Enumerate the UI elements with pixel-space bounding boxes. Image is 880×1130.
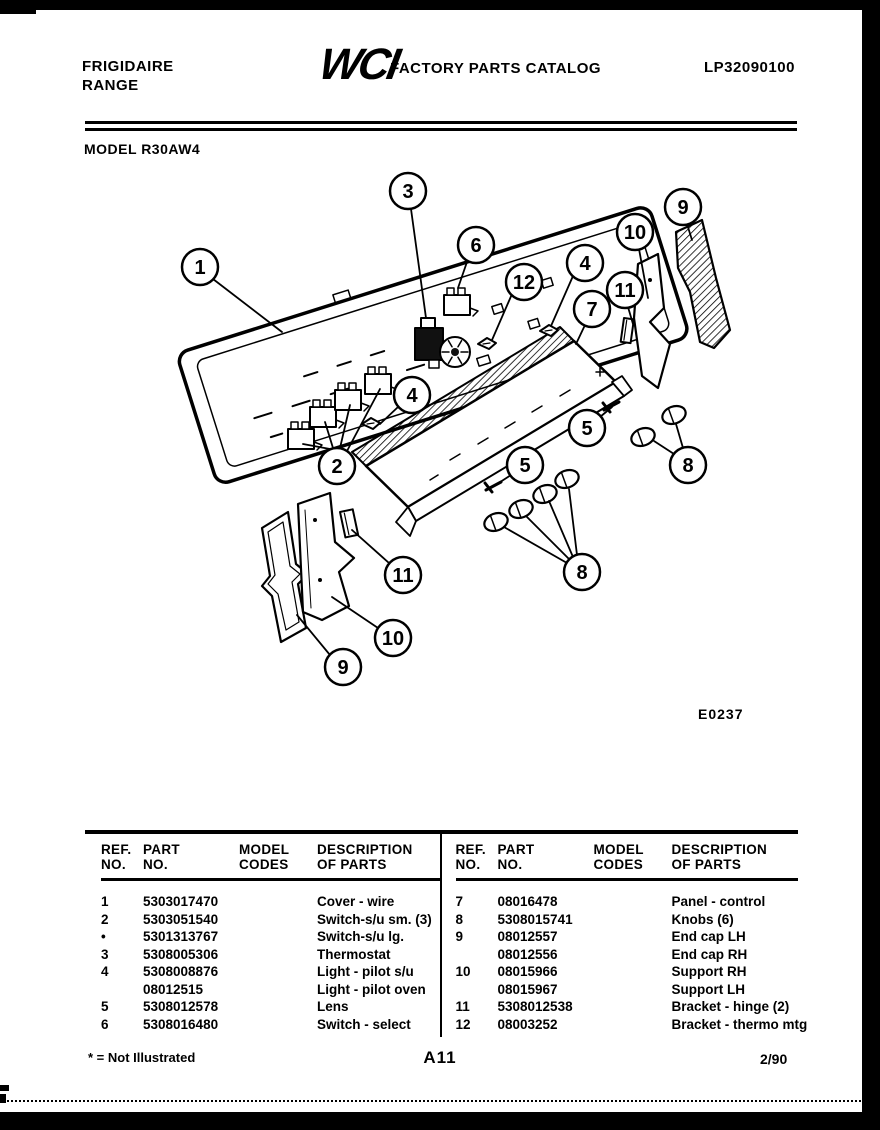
cell-codes	[239, 981, 317, 999]
svg-text:3: 3	[402, 181, 414, 203]
cell-codes	[594, 893, 672, 911]
table-header	[101, 834, 442, 881]
svg-text:4: 4	[406, 385, 418, 407]
col-part: PART NO.	[143, 842, 180, 872]
cell-ref: 9	[455, 929, 464, 944]
cell-desc: Support LH	[671, 981, 745, 997]
cell-desc: Lens	[317, 999, 349, 1014]
callout-9-lower	[297, 615, 361, 685]
table-center-divider	[440, 834, 442, 1037]
part-knob	[660, 403, 688, 427]
cell-part: 5308008876	[143, 964, 219, 979]
part-knob	[482, 510, 510, 534]
cell-codes	[594, 911, 672, 929]
cell-codes	[239, 998, 317, 1016]
col-desc: DESCRIPTION OF PARTS	[671, 842, 768, 872]
scan-artifact-right-stripe	[862, 0, 880, 1130]
col-ref: REF. NO.	[455, 842, 486, 872]
catalog-title: FACTORY PARTS CATALOG	[390, 60, 602, 77]
svg-text:11: 11	[614, 280, 636, 302]
cell-part: 08012557	[497, 929, 558, 944]
publication-number: LP32090100	[704, 59, 795, 76]
svg-text:10: 10	[381, 628, 405, 650]
scan-artifact-edge-mark	[0, 1094, 6, 1103]
callout-7	[574, 291, 610, 344]
wci-logo: WCI	[315, 40, 401, 89]
cell-desc: Light - pilot s/u	[317, 964, 414, 979]
callout-10-lower	[332, 597, 411, 656]
table-body	[101, 881, 442, 1041]
cell-part: 5308012538	[497, 999, 573, 1014]
page-number: A11	[423, 1048, 457, 1067]
diagram-code: E0237	[698, 706, 744, 722]
cell-desc: Light - pilot oven	[317, 981, 426, 997]
cell-codes	[239, 963, 317, 981]
cell-codes	[594, 928, 672, 946]
svg-text:1: 1	[194, 257, 206, 279]
not-illustrated-note: * = Not Illustrated	[88, 1050, 196, 1065]
cell-part: 5308005306	[143, 946, 219, 962]
scan-artifact-top-bar	[0, 0, 880, 10]
table-body	[455, 881, 808, 1041]
cell-ref: 7	[455, 894, 464, 909]
svg-text:6: 6	[470, 235, 482, 257]
callout-3	[390, 173, 426, 318]
cell-codes	[239, 911, 317, 929]
cell-ref: 11	[455, 999, 470, 1014]
cell-desc: Switch-s/u lg.	[317, 929, 405, 944]
callout-12	[492, 264, 542, 340]
callout-8-right	[654, 424, 706, 483]
col-ref: REF. NO.	[101, 842, 132, 872]
cell-part: 5303017470	[143, 894, 219, 909]
cell-ref	[101, 981, 143, 999]
cell-ref: 4	[101, 964, 109, 979]
cell-part: 08016478	[497, 894, 558, 909]
col-model: MODEL CODES	[593, 842, 644, 872]
svg-text:7: 7	[586, 299, 598, 321]
part-support-rh	[634, 254, 670, 388]
header-rule	[85, 128, 797, 131]
svg-text:8: 8	[576, 562, 588, 584]
cell-ref: 2	[101, 911, 109, 927]
scan-artifact-bottom-bar	[0, 1112, 880, 1130]
brand-title	[82, 57, 174, 95]
brand-line1: FRIGIDAIRE	[82, 58, 174, 75]
cell-ref: 1	[101, 894, 109, 909]
part-switch	[335, 383, 369, 411]
cell-codes	[239, 946, 317, 964]
col-desc: DESCRIPTION OF PARTS	[317, 842, 413, 872]
svg-text:11: 11	[392, 565, 414, 587]
cell-ref: 8	[455, 911, 464, 927]
svg-text:2: 2	[331, 456, 343, 478]
parts-table	[85, 830, 808, 1041]
callout-1	[182, 249, 282, 332]
part-thermostat	[415, 318, 470, 368]
part-knob	[553, 467, 581, 491]
cell-part: 08003252	[497, 1016, 558, 1032]
svg-text:5: 5	[581, 418, 593, 440]
svg-text:8: 8	[682, 455, 694, 477]
col-part: PART NO.	[497, 842, 535, 872]
part-knob	[507, 497, 535, 521]
part-clip-thermo-mtg	[478, 338, 496, 349]
part-end-cap-rh	[676, 220, 730, 348]
revision-date: 2/90	[760, 1051, 788, 1067]
cell-desc: Bracket - thermo mtg	[671, 1016, 808, 1032]
cell-ref: 12	[455, 1016, 471, 1032]
cell-desc: Cover - wire	[317, 894, 395, 909]
cell-part: 5301313767	[143, 929, 219, 944]
cell-ref	[456, 946, 498, 964]
cell-codes	[594, 998, 672, 1016]
callout-11-lower	[352, 530, 421, 593]
exploded-parts-diagram	[0, 160, 860, 760]
cell-part: 5308015741	[497, 911, 573, 927]
cell-codes	[594, 981, 672, 999]
scan-artifact-edge-mark	[0, 1085, 9, 1091]
svg-text:4: 4	[579, 253, 591, 275]
cell-desc: Knobs (6)	[671, 911, 734, 927]
cell-part: 08012556	[497, 946, 558, 962]
parts-table-right	[442, 834, 808, 1041]
cell-ref: 6	[101, 1016, 109, 1032]
cell-ref: 10	[455, 964, 471, 979]
header-rule	[85, 121, 797, 124]
callout-5-right	[569, 407, 612, 446]
cell-ref	[456, 981, 498, 999]
cell-codes	[594, 946, 672, 964]
model-label: MODEL R30AW4	[84, 141, 201, 157]
cell-desc: End cap RH	[671, 946, 748, 962]
cell-codes	[239, 1016, 317, 1034]
cell-ref: 3	[101, 946, 109, 962]
svg-text:12: 12	[512, 272, 536, 294]
scan-artifact-dotted-line	[0, 1100, 880, 1102]
part-knob	[531, 482, 559, 506]
cell-desc: End cap LH	[671, 929, 746, 944]
cell-ref: 5	[101, 999, 109, 1014]
svg-text:10: 10	[623, 222, 647, 244]
cell-ref: •	[101, 929, 106, 944]
callout-6	[458, 227, 494, 288]
part-switch-select	[444, 288, 478, 316]
cell-part: 08012515	[143, 981, 204, 997]
cell-desc: Support RH	[671, 964, 747, 979]
cell-desc: Bracket - hinge (2)	[671, 999, 790, 1014]
cell-part: 08015967	[497, 981, 558, 997]
svg-text:9: 9	[337, 657, 349, 679]
part-knob	[629, 425, 657, 449]
col-model: MODEL CODES	[239, 842, 290, 872]
cell-part: 08015966	[497, 964, 558, 979]
cell-codes	[594, 963, 672, 981]
cell-codes	[239, 893, 317, 911]
cell-codes	[239, 928, 317, 946]
svg-text:5: 5	[519, 455, 531, 477]
brand-line2: RANGE	[82, 77, 139, 94]
parts-table-left	[85, 834, 442, 1041]
svg-text:9: 9	[677, 197, 689, 219]
cell-codes	[594, 1016, 672, 1034]
cell-desc: Panel - control	[671, 894, 766, 909]
table-header	[456, 834, 799, 881]
cell-desc: Thermostat	[317, 946, 391, 962]
cell-part: 5308016480	[143, 1016, 219, 1032]
cell-desc: Switch-s/u sm. (3)	[317, 911, 432, 927]
cell-part: 5308012578	[143, 999, 219, 1014]
cell-desc: Switch - select	[317, 1016, 411, 1032]
cell-part: 5303051540	[143, 911, 219, 927]
scan-artifact-top-notch	[0, 10, 36, 14]
